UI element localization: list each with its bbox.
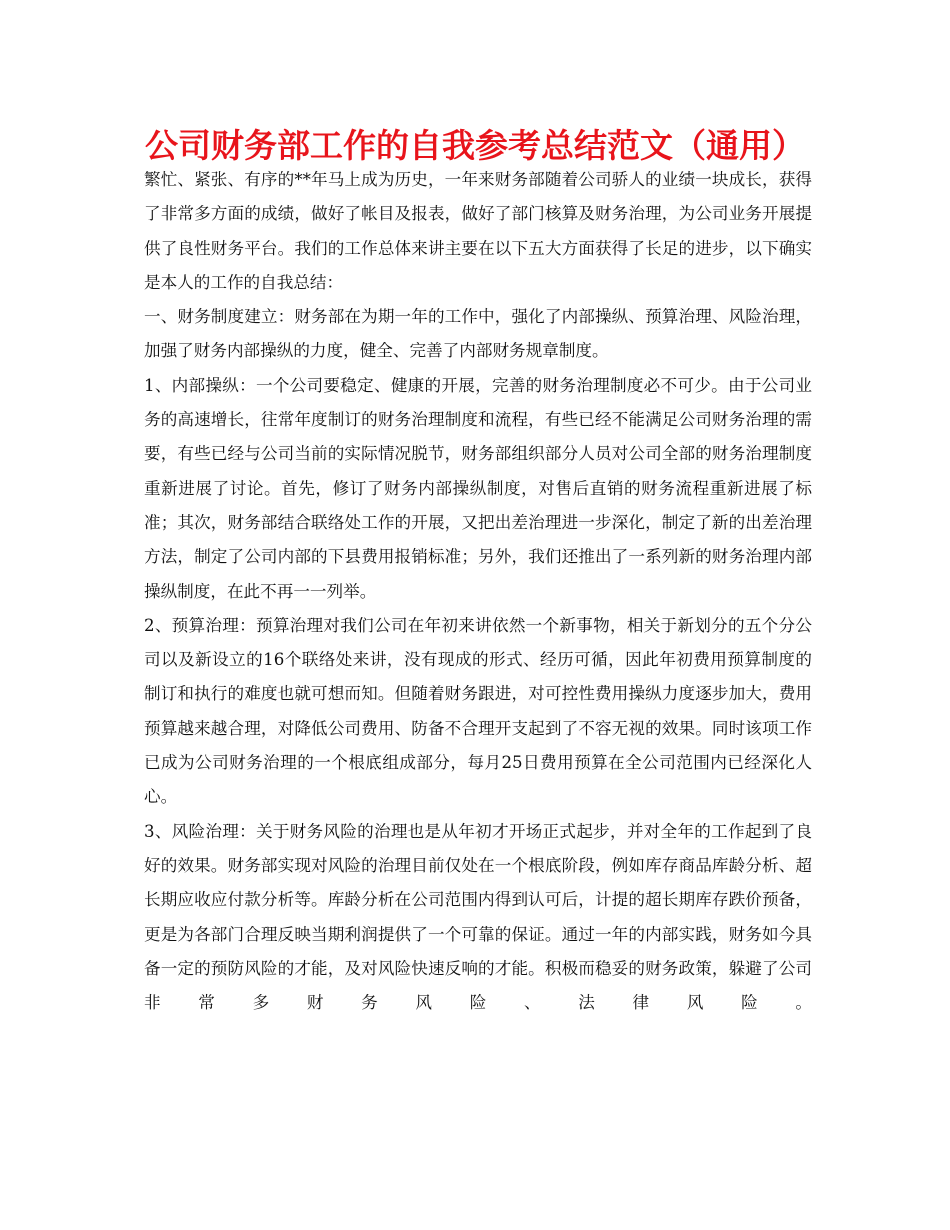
budget-management-paragraph: 2、预算治理：预算治理对我们公司在年初来讲依然一个新事物，相关于新划分的五个分公司以及新设立的16个联络处来讲，没有现成的形式、经历可循，因此年初费用预算制度的制订和执行的难度也就可想而知。但随着财务跟进，对可控性费用操纵力度逐步加大，费用预算越来越合理，对降低公司费用、防备不合理开支起到了不容无视的效果。同时该项工作已成为公司财务治理的一个根底组成部分，每月25日费用预算在全公司范围内已经深化人心。 — [144, 615, 812, 807]
section-financial-system-paragraph: 一、财务制度建立：财务部在为期一年的工作中，强化了内部操纵、预算治理、风险治理，加强了财务内部操纵的力度，健全、完善了内部财务规章制度。 — [144, 307, 812, 361]
intro-paragraph: 繁忙、紧张、有序的**年马上成为历史，一年来财务部随着公司骄人的业绩一块成长，获得了非常多方面的成绩，做好了帐目及报表，做好了部门核算及财务治理，为公司业务开展提供了良性财务平台。我们的工作总体来讲主要在以下五大方面获得了长足的进步，以下确实是本人的工作的自我总结： — [144, 170, 812, 292]
risk-management-paragraph: 3、风险治理：关于财务风险的治理也是从年初才开场正式起步，并对全年的工作起到了良好的效果。财务部实现对风险的治理目前仅处在一个根底阶段，例如库存商品库龄分析、超长期应收应付款分析等。库龄分析在公司范围内得到认可后，计提的超长期库存跌价预备，更是为各部门合理反映当期利润提供了一个可靠的保证。通过一年的内部实践，财务如今具备一定的预防风险的才能，及对风险快速反响的才能。积极而稳妥的财务政策，躲避了公司非常多财务风险、法律风险。 — [144, 821, 812, 1013]
document-body — [144, 163, 812, 1020]
document-title: 公司财务部工作的自我参考总结范文（通用） — [145, 126, 805, 165]
internal-control-paragraph: 1、内部操纵：一个公司要稳定、健康的开展，完善的财务治理制度必不可少。由于公司业务的高速增长，往常年度制订的财务治理制度和流程，有些已经不能满足公司财务治理的需要，有些已经与公司当前的实际情况脱节，财务部组织部分人员对公司全部的财务治理制度重新进展了讨论。首先，修订了财务内部操纵制度，对售后直销的财务流程重新进展了标准；其次，财务部结合联络处工作的开展，又把出差治理进一步深化，制定了新的出差治理方法，制定了公司内部的下县费用报销标准；另外，我们还推出了一系列新的财务治理内部操纵制度，在此不再一一列举。 — [144, 375, 812, 601]
